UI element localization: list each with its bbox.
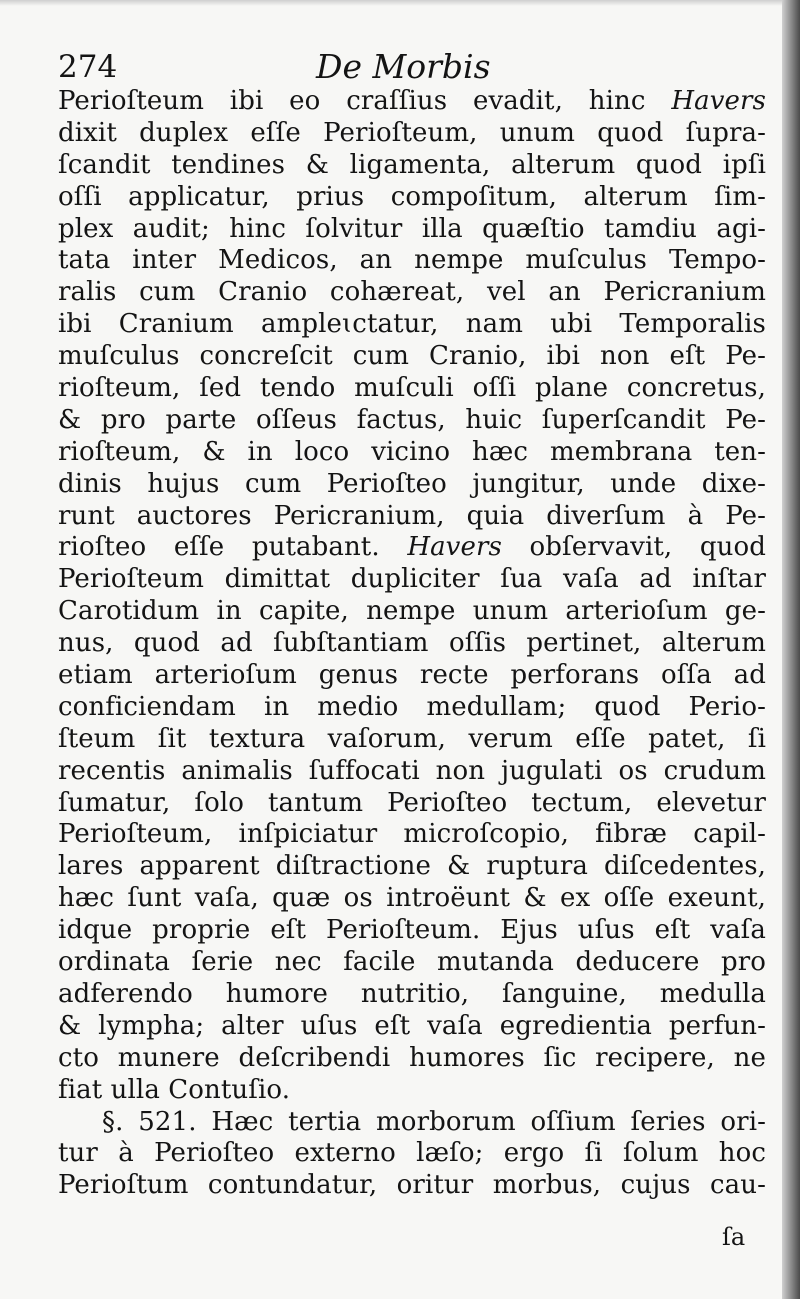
text-line: conficiendam in medio medullam; quod Perio- <box>58 691 766 722</box>
text-line: lares apparent diſtractione & ruptura diſcedentes, <box>58 851 766 882</box>
text-line: plex audit; hinc ſolvitur illa quæſtio tamdiu agi- <box>58 213 766 244</box>
text-line: runt auctores Pericranium, quia diverſum à Pe- <box>58 500 766 531</box>
page-top-edge <box>0 0 800 6</box>
text-line: rioſteo eſſe putabant. Havers obſervavit, quod <box>58 532 766 563</box>
text-line: ibi Cranium ampleɩctatur, nam ubi Temporalis <box>58 309 766 340</box>
text-line: cto munere deſcribendi humores ſic recipere, ne <box>58 1042 766 1073</box>
text-line: tata inter Medicos, an nempe muſculus Tempo- <box>58 245 766 276</box>
text-line: & lympha; alter uſus eſt vaſa egredientia perfun- <box>58 1010 766 1041</box>
text-line: muſculus concreſcit cum Cranio, ibi non eſt Pe- <box>58 341 766 372</box>
page-header <box>58 44 758 90</box>
author-name: Havers <box>671 86 766 116</box>
text-line: ralis cum Cranio cohæreat, vel an Pericranium <box>58 277 766 308</box>
catchword: ſa <box>722 1223 746 1251</box>
text-line: idque proprie eſt Perioſteum. Ejus uſus eſt vaſa <box>58 915 766 946</box>
text-line: rioſteum, ſed tendo muſculi oſſi plane concretus, <box>58 373 766 404</box>
text-line: dixit duplex eſſe Perioſteum, unum quod ſupra- <box>58 117 766 148</box>
text-line: Perioſteum dimittat dupliciter ſua vaſa ad inſtar <box>58 564 766 595</box>
text-line: etiam arterioſum genus recte perforans oſſa ad <box>58 660 766 691</box>
text-line: Perioſteum ibi eo craſſius evadit, hinc Havers <box>58 86 766 116</box>
text-line: rioſteum, & in loco vicino hæc membrana ten- <box>58 436 766 467</box>
text-line: ſteum ſit textura vaſorum, verum eſſe patet, ſi <box>58 723 766 754</box>
text-line: & pro parte oſſeus factus, huic ſuperſcandit Pe- <box>58 404 766 435</box>
text-line: Perioſteum, inſpiciatur microſcopio, fibræ capil- <box>58 819 766 850</box>
body-text <box>58 86 766 1202</box>
text-line: oſſi applicatur, prius compoſitum, alterum ſim- <box>58 181 766 212</box>
text-line: tur à Perioſteo externo læſo; ergo ſi ſolum hoc <box>58 1138 766 1169</box>
text-line: ſumatur, ſolo tantum Perioſteo tectum, elevetur <box>58 787 766 818</box>
text-line: ſcandit tendines & ligamenta, alterum quod ipſi <box>58 149 766 180</box>
running-title: De Morbis <box>316 47 491 86</box>
text-line: recentis animalis ſuffocati non jugulati os crudum <box>58 755 766 786</box>
text-line: nus, quod ad ſubſtantiam oſſis pertinet, alterum <box>58 628 766 659</box>
text-line: Carotidum in capite, nempe unum arterioſum ge- <box>58 596 766 627</box>
text-line: dinis hujus cum Perioſteo jungitur, unde dixe- <box>58 468 766 499</box>
author-name: Havers <box>407 532 502 563</box>
page-number: 274 <box>58 49 118 85</box>
page-binding-shadow <box>782 0 800 1299</box>
text-line: fiat ulla Contuſio. <box>58 1074 291 1105</box>
text-line: hæc ſunt vaſa, quæ os introëunt & ex oſſe exeunt, <box>58 883 766 914</box>
text-line: ordinata ſerie nec facile mutanda deducere pro <box>58 947 766 978</box>
text-line: §. 521. Hæc tertia morborum oſſium ſeries ori- <box>102 1106 766 1137</box>
text-line: Perioſtum contundatur, oritur morbus, cujus cau- <box>58 1170 766 1201</box>
text-line: adferendo humore nutritio, ſanguine, medulla <box>58 978 766 1009</box>
